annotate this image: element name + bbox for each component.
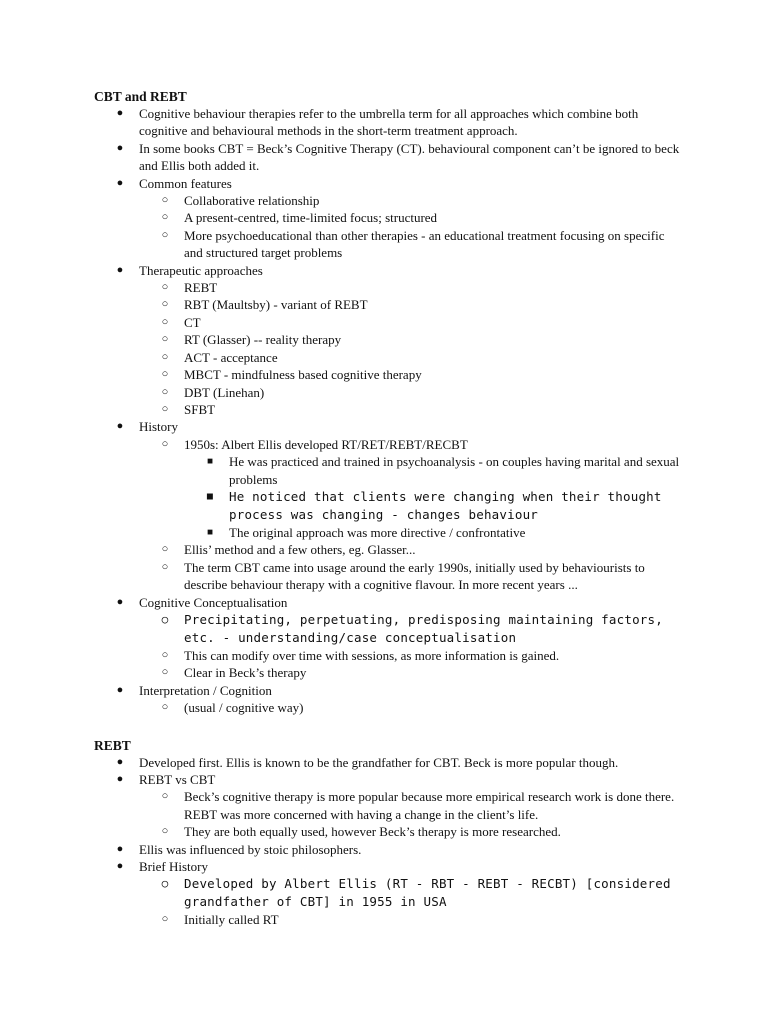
list-item-text: More psychoeducational than other therapies - an educational treatment focusing on specific and structured target problems — [184, 227, 665, 261]
bullet-icon: ● — [116, 755, 124, 768]
list-item-text: REBT — [184, 280, 218, 296]
list-item-text: Developed first. Ellis is known to be the grandfather for CBT. Beck is more popular though. — [139, 754, 619, 770]
list-item — [139, 314, 684, 331]
list-item — [139, 296, 684, 313]
list-item — [139, 541, 684, 558]
list-item-text: RT (Glasser) -- reality therapy — [184, 332, 342, 348]
list-item-text: ACT - acceptance — [184, 349, 278, 365]
list-item — [184, 524, 684, 541]
bullet-icon: ● — [116, 420, 124, 433]
square-bullet-icon: ■ — [206, 490, 214, 502]
list-item — [139, 349, 684, 366]
list-item-text: This can modify over time with sessions, as more information is gained. — [184, 647, 560, 663]
circle-bullet-icon: ○ — [161, 701, 169, 714]
list-item-text: Common features — [139, 175, 232, 191]
bullet-icon: ● — [116, 141, 124, 154]
list-item-text: History — [139, 419, 178, 435]
list-item-text: The original approach was more directive / confrontative — [229, 524, 526, 540]
sub-list — [139, 611, 684, 682]
list-item — [94, 175, 684, 262]
list-item-text: Ellis’ method and a few others, eg. Glasser... — [184, 542, 416, 558]
list-item — [94, 262, 684, 419]
list-item — [184, 453, 684, 488]
bullet-icon: ● — [116, 860, 124, 873]
square-bullet-icon: ■ — [206, 526, 214, 538]
list-item — [94, 594, 684, 682]
list-item-text: He noticed that clients were changing when their thought process was changing - changes behaviour — [229, 488, 662, 522]
bullet-list — [94, 105, 684, 717]
circle-bullet-icon: ○ — [161, 666, 169, 679]
circle-bullet-icon: ○ — [161, 877, 169, 891]
bullet-icon: ● — [116, 263, 124, 276]
circle-bullet-icon: ○ — [161, 281, 169, 294]
list-item — [139, 699, 684, 716]
list-item — [94, 682, 684, 717]
list-item — [94, 418, 684, 593]
section-rebt — [94, 737, 684, 929]
list-item — [139, 192, 684, 209]
circle-bullet-icon: ○ — [161, 648, 169, 661]
bullet-list — [94, 754, 684, 929]
circle-bullet-icon: ○ — [161, 333, 169, 346]
list-item-text: Clear in Beck’s therapy — [184, 665, 307, 681]
list-item-text: He was practiced and trained in psychoanalysis - on couples having marital and sexual problems — [229, 454, 680, 487]
list-item — [94, 841, 684, 858]
list-item-text: Precipitating, perpetuating, predisposing maintaining factors, etc. - understanding/case conceptualisation — [184, 611, 663, 645]
sub-list — [139, 699, 684, 716]
list-item-text: DBT (Linehan) — [184, 384, 265, 400]
list-item — [139, 647, 684, 664]
bullet-icon: ● — [116, 176, 124, 189]
list-item-text: Therapeutic approaches — [139, 262, 263, 278]
list-item-text: Cognitive behaviour therapies refer to the umbrella term for all approaches which combine both cognitive and behavioural methods in the short-term treatment approach. — [139, 106, 639, 139]
sub-list — [139, 788, 684, 840]
list-item-text: Interpretation / Cognition — [139, 682, 272, 698]
list-item — [139, 823, 684, 840]
list-item — [94, 105, 684, 140]
list-item-text: 1950s: Albert Ellis developed RT/RET/REBT/RECBT — [184, 436, 468, 452]
circle-bullet-icon: ○ — [161, 560, 169, 573]
list-item — [139, 279, 684, 296]
list-item — [139, 366, 684, 383]
list-item-text: A present-centred, time-limited focus; structured — [184, 210, 438, 226]
sub-list — [139, 279, 684, 418]
list-item-text: RBT (Maultsby) - variant of REBT — [184, 297, 368, 313]
circle-bullet-icon: ○ — [161, 211, 169, 224]
list-item — [94, 771, 684, 841]
list-item-text: In some books CBT = Beck’s Cognitive Therapy (CT). behavioural component can’t be ignored to beck and Ellis both added it. — [139, 140, 680, 174]
circle-bullet-icon: ○ — [161, 402, 169, 415]
list-item-text: They are both equally used, however Beck’s therapy is more researched. — [184, 824, 561, 840]
list-item-text: Cognitive Conceptualisation — [139, 594, 288, 610]
section-title: CBT and REBT — [94, 89, 187, 104]
list-item — [139, 227, 684, 262]
sub-list — [139, 436, 684, 594]
section-title: REBT — [94, 737, 131, 753]
list-item — [184, 488, 684, 524]
list-item — [139, 611, 684, 647]
circle-bullet-icon: ○ — [161, 612, 169, 626]
circle-bullet-icon: ○ — [161, 228, 169, 241]
list-item-text: Brief History — [139, 859, 208, 875]
circle-bullet-icon: ○ — [161, 368, 169, 381]
bullet-icon: ● — [116, 595, 124, 608]
list-item — [139, 664, 684, 681]
sub-list — [139, 875, 684, 928]
sub-sub-list — [184, 453, 684, 541]
list-item — [94, 754, 684, 771]
list-item — [139, 788, 684, 823]
bullet-icon: ● — [116, 773, 124, 785]
circle-bullet-icon: ○ — [161, 194, 169, 207]
list-item-text: SFBT — [184, 401, 216, 417]
list-item — [139, 209, 684, 226]
section-cbt-and-rebt — [94, 88, 684, 717]
square-bullet-icon: ■ — [206, 456, 214, 468]
list-item-text: Collaborative relationship — [184, 193, 320, 209]
list-item — [94, 140, 684, 175]
circle-bullet-icon: ○ — [161, 790, 169, 803]
list-item-text: CT — [184, 314, 201, 330]
list-item — [139, 331, 684, 348]
circle-bullet-icon: ○ — [161, 913, 169, 926]
list-item — [139, 875, 684, 911]
list-item — [139, 911, 684, 928]
list-item-text: MBCT - mindfulness based cognitive therapy — [184, 367, 422, 383]
list-item-text: Developed by Albert Ellis (RT - RBT - REBT - RECBT) [considered grandfather of CBT] in 1955 in USA — [184, 876, 671, 910]
sub-list — [139, 192, 684, 262]
circle-bullet-icon: ○ — [161, 543, 169, 556]
circle-bullet-icon: ○ — [161, 437, 169, 450]
list-item-text: Beck’s cognitive therapy is more popular because more empirical research work is done there. REBT was more concerned with having a change in the client’s life. — [184, 789, 675, 822]
list-item — [139, 436, 684, 542]
circle-bullet-icon: ○ — [161, 315, 169, 328]
bullet-icon: ● — [116, 107, 124, 119]
list-item-text: (usual / cognitive way) — [184, 700, 304, 716]
circle-bullet-icon: ○ — [161, 385, 169, 398]
circle-bullet-icon: ○ — [161, 298, 169, 311]
circle-bullet-icon: ○ — [161, 350, 169, 363]
list-item-text: Ellis was influenced by stoic philosophers. — [139, 841, 362, 857]
list-item — [139, 384, 684, 401]
list-item-text: Initially called RT — [184, 912, 279, 928]
list-item-text: The term CBT came into usage around the early 1990s, initially used by behaviourists to describe behaviour therapy with a cognitive flavour. In more recent years ... — [184, 559, 645, 593]
bullet-icon: ● — [116, 842, 124, 855]
circle-bullet-icon: ○ — [161, 825, 169, 838]
list-item-text: REBT vs CBT — [139, 772, 216, 787]
list-item — [94, 858, 684, 929]
document-content — [94, 88, 684, 929]
bullet-icon: ● — [116, 683, 124, 696]
list-item — [139, 559, 684, 594]
list-item — [139, 401, 684, 418]
